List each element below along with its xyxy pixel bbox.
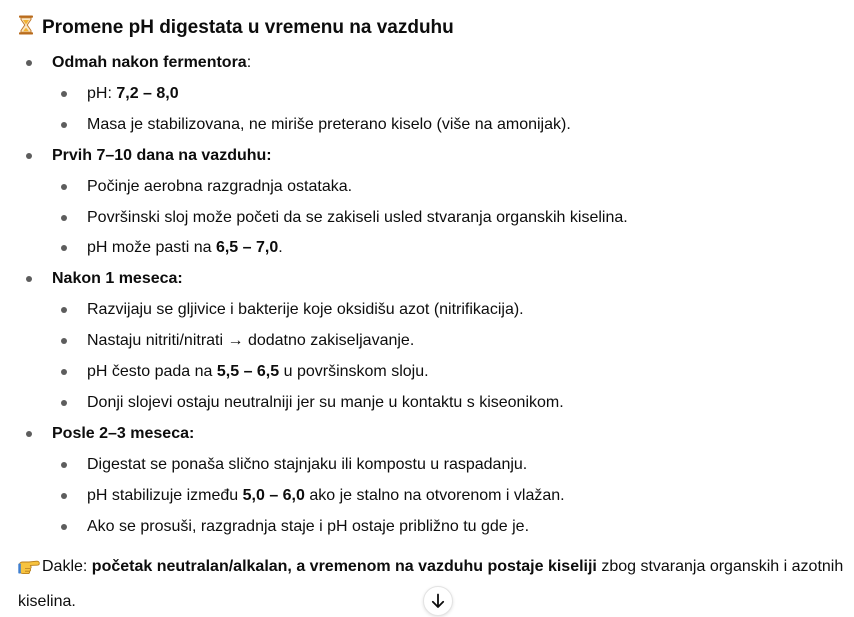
list-item-bold: 6,5 – 7,0	[215, 239, 279, 256]
section-title-suffix: :	[246, 54, 252, 71]
bullet-dot	[61, 91, 67, 97]
list-item	[87, 392, 564, 414]
list-item	[87, 237, 283, 259]
list-item-text: Donji slojevi ostaju neutralniji jer su manje u kontaktu s kiseonikom.	[87, 394, 564, 411]
list-item-text: ako je stalno na otvorenom i vlažan.	[304, 487, 565, 504]
list-item-text: Nastaju nitriti/nitrati → dodatno zakiseljavanje.	[87, 332, 415, 349]
hourglass-icon	[18, 15, 36, 43]
arrow-down-icon	[431, 593, 445, 609]
conclusion-prefix: Dakle:	[42, 558, 92, 575]
conclusion-bold: početak neutralan/alkalan, a vremenom na vazduhu postaje kiseliji	[91, 558, 597, 575]
section-title	[52, 52, 251, 74]
section-title-text: Posle 2–3 meseca:	[52, 425, 195, 442]
bullet-dot	[61, 338, 67, 344]
list-item	[87, 207, 628, 229]
section-title	[52, 423, 194, 445]
list-item	[87, 83, 179, 105]
conclusion-suffix: zbog stvaranja organskih i azotnih kiselina.	[18, 558, 844, 610]
list-item-text: pH:	[87, 85, 117, 102]
bullet-dot	[61, 400, 67, 406]
list-item-text: .	[278, 239, 283, 256]
list-item	[87, 176, 352, 198]
section-title-text: Nakon 1 meseca:	[52, 270, 183, 287]
heading-title: Promene pH digestata u vremenu na vazduhu	[42, 17, 454, 38]
bullet-dot	[26, 153, 32, 159]
bullet-dot	[61, 215, 67, 221]
bullet-dot	[26, 60, 32, 66]
section-title	[52, 145, 272, 167]
list-item-text: Ako se prosuši, razgradnja staje i pH ostaje približno tu gde je.	[87, 518, 530, 535]
list-item-text: u površinskom sloju.	[279, 363, 429, 380]
bullet-dot	[61, 245, 67, 251]
bullet-dot	[61, 184, 67, 190]
list-item	[87, 114, 571, 136]
section-title-text: Odmah nakon fermentora	[52, 54, 247, 71]
bullet-dot	[61, 369, 67, 375]
list-item	[87, 330, 414, 352]
list-item	[87, 299, 524, 321]
list-item-bold: 5,5 – 6,5	[216, 363, 280, 380]
bullet-dot	[61, 307, 67, 313]
list-item-bold: 5,0 – 6,0	[242, 487, 305, 504]
list-item-text: Počinje aerobna razgradnja ostataka.	[87, 178, 353, 195]
section-title-text: Prvih 7–10 dana na vazduhu:	[52, 147, 272, 164]
bullet-dot	[26, 431, 32, 437]
bullet-dot	[61, 493, 67, 499]
list-item-bold: 7,2 – 8,0	[116, 85, 179, 102]
list-item-text: Masa je stabilizovana, ne miriše preterano kiselo (više na amonijak).	[87, 116, 571, 133]
pointing-hand-icon	[18, 555, 40, 586]
list-item-text: Površinski sloj može početi da se zakiseli usled stvaranja organskih kiselina.	[87, 209, 628, 226]
list-item	[87, 361, 429, 383]
list-item-text: pH stabilizuje između	[87, 487, 243, 504]
list-item-text: Digestat se ponaša slično stajnjaku ili kompostu u raspadanju.	[87, 456, 528, 473]
list-item-text: pH može pasti na	[87, 239, 216, 256]
bullet-dot	[61, 524, 67, 530]
list-item	[87, 516, 529, 538]
bullet-dot	[61, 122, 67, 128]
list-item-text: pH često pada na	[87, 363, 217, 380]
bullet-dot	[26, 276, 32, 282]
list-item	[87, 454, 527, 476]
bullet-dot	[61, 462, 67, 468]
list-item-text: Razvijaju se gljivice i bakterije koje oksidišu azot (nitrifikacija).	[87, 301, 524, 318]
section-heading	[18, 15, 454, 43]
list-item	[87, 485, 565, 507]
section-title	[52, 268, 183, 290]
